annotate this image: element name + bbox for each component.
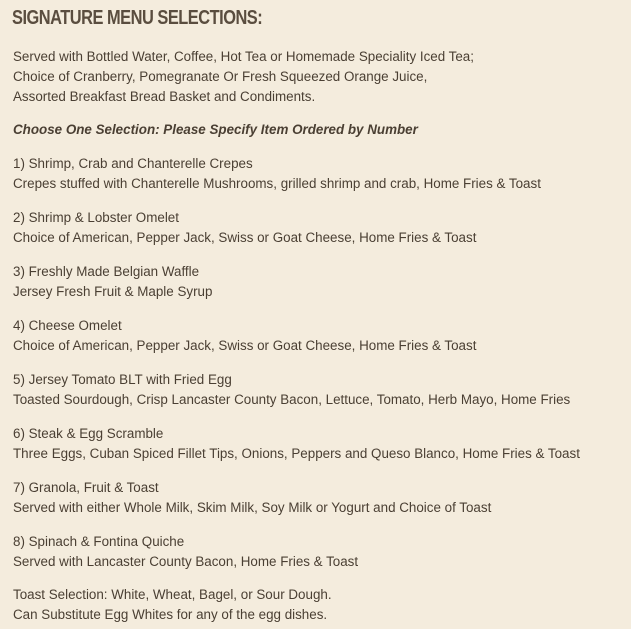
menu-item	[13, 424, 580, 464]
menu-item-name: 6) Steak & Egg Scramble	[13, 426, 164, 441]
menu-item	[13, 370, 570, 410]
menu-item-name: 8) Spinach & Fontina Quiche	[13, 534, 185, 549]
menu-item-description: Jersey Fresh Fruit & Maple Syrup	[13, 284, 213, 299]
page-title: SIGNATURE MENU SELECTIONS:	[12, 7, 263, 29]
menu-item-name: 5) Jersey Tomato BLT with Fried Egg	[13, 372, 232, 387]
menu-item-description: Choice of American, Pepper Jack, Swiss or Goat Cheese, Home Fries & Toast	[13, 230, 477, 245]
menu-item	[13, 154, 541, 194]
footer-notes	[13, 585, 332, 625]
menu-item-description: Three Eggs, Cuban Spiced Fillet Tips, Onions, Peppers and Queso Blanco, Home Fries & Toast	[13, 446, 580, 461]
menu-item	[13, 532, 358, 572]
menu-item	[13, 262, 212, 302]
footer-line: Can Substitute Egg Whites for any of the egg dishes.	[13, 607, 328, 622]
menu-item-description: Served with Lancaster County Bacon, Home Fries & Toast	[13, 554, 359, 569]
menu-item-description: Toasted Sourdough, Crisp Lancaster County Bacon, Lettuce, Tomato, Herb Mayo, Home Fries	[13, 392, 571, 407]
menu-item-description: Choice of American, Pepper Jack, Swiss or Goat Cheese, Home Fries & Toast	[13, 338, 477, 353]
menu-item-name: 3) Freshly Made Belgian Waffle	[13, 264, 200, 279]
menu-item-name: 2) Shrimp & Lobster Omelet	[13, 210, 179, 225]
footer-line: Toast Selection: White, Wheat, Bagel, or Sour Dough.	[13, 587, 332, 602]
menu-item	[13, 208, 476, 248]
menu-item-description: Served with either Whole Milk, Skim Milk, Soy Milk or Yogurt and Choice of Toast	[13, 500, 492, 515]
menu-item-name: 1) Shrimp, Crab and Chanterelle Crepes	[13, 156, 253, 171]
menu-item-name: 4) Cheese Omelet	[13, 318, 122, 333]
selection-instruction: Choose One Selection: Please Specify Item Ordered by Number	[13, 122, 418, 137]
intro-line: Choice of Cranberry, Pomegranate Or Fresh Squeezed Orange Juice,	[13, 69, 428, 84]
menu-item-name: 7) Granola, Fruit & Toast	[13, 480, 159, 495]
menu-item-description: Crepes stuffed with Chanterelle Mushrooms, grilled shrimp and crab, Home Fries & Toast	[13, 176, 541, 191]
menu-item	[13, 478, 491, 518]
menu-item	[13, 316, 476, 356]
intro-line: Assorted Breakfast Bread Basket and Condiments.	[13, 89, 316, 104]
intro-text	[13, 47, 474, 107]
intro-line: Served with Bottled Water, Coffee, Hot Tea or Homemade Speciality Iced Tea;	[13, 49, 474, 64]
